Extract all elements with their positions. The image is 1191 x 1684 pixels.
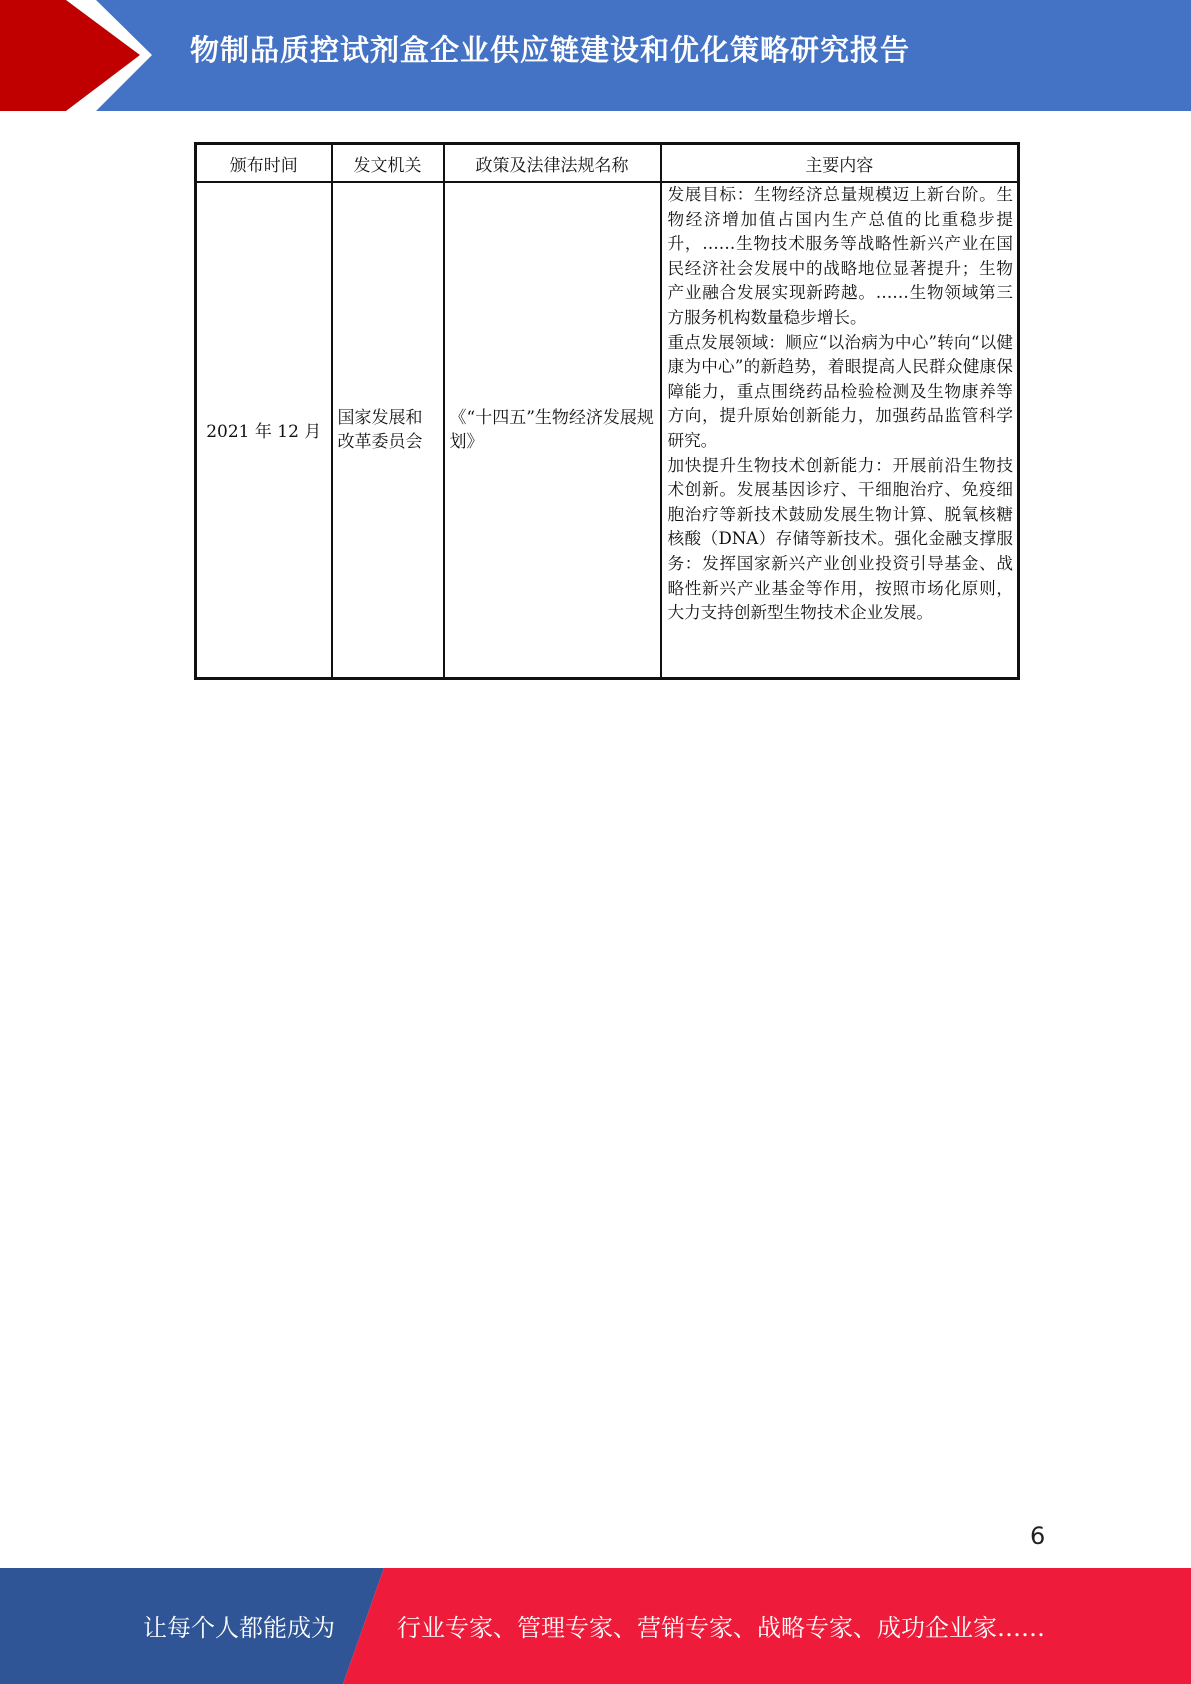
cell-policy-name: 《“十四五”生物经济发展规划》 xyxy=(444,182,661,678)
content-paragraph-innovation: 加快提升生物技术创新能力：开展前沿生物技术创新。发展基因诊疗、干细胞治疗、免疫细胞治疗等新技术鼓励发展生物计算、脱氧核糖核酸（DNA）存储等新技术。强化金融支撑服务：发挥国家新兴产业创业投资引导基金、战略性新兴产业基金等作用，按照市场化原则，大力支持创新型生物技术企业发展。 xyxy=(667,455,1013,623)
content-paragraph-key-areas: 重点发展领域：顺应“以治病为中心”转向“以健康为中心”的新趋势，着眼提高人民群众健康保障能力，重点围绕药品检验检测及生物康养等方向，提升原始创新能力，加强药品监管科学研究。 xyxy=(667,332,1013,450)
cell-date: 2021 年 12 月 xyxy=(196,182,332,678)
header-band xyxy=(0,0,1191,111)
page-number: 6 xyxy=(1030,1522,1046,1550)
column-header-date: 颁布时间 xyxy=(196,144,332,183)
table-row xyxy=(196,182,1019,678)
table-header-row xyxy=(196,144,1019,183)
header-title: 物制品质控试剂盒企业供应链建设和优化策略研究报告 xyxy=(190,33,911,67)
content-paragraph-goals: 发展目标：生物经济总量规模迈上新台阶。生物经济增加值占国内生产总值的比重稳步提升，……生物技术服务等战略性新兴产业在国民经济社会发展中的战略地位显著提升；生物产业融合发展实现新跨越。……生物领域第三方服务机构数量稳步增长。 xyxy=(667,185,1013,327)
cell-content xyxy=(661,182,1019,678)
footer-band xyxy=(0,1568,1191,1684)
footer-slogan-left: 让每个人都能成为 xyxy=(143,1614,335,1642)
footer-slogan-right: 行业专家、管理专家、营销专家、战略专家、成功企业家…… xyxy=(397,1614,1045,1642)
cell-agency: 国家发展和改革委员会 xyxy=(332,182,444,678)
policy-table xyxy=(194,142,1020,680)
column-header-agency: 发文机关 xyxy=(332,144,444,183)
column-header-policy-name: 政策及法律法规名称 xyxy=(444,144,661,183)
column-header-content: 主要内容 xyxy=(661,144,1019,183)
